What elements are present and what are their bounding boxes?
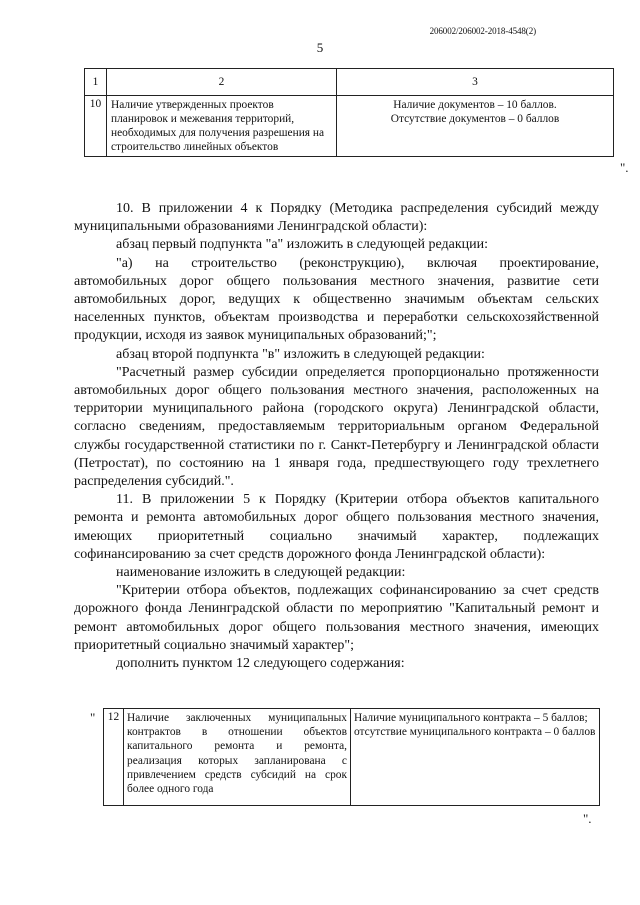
opening-quote: ": [90, 710, 96, 725]
criteria-table-2: [103, 708, 600, 806]
score-line: отсутствие муниципального контракта – 0 баллов: [354, 726, 596, 739]
table-header-cell: 1: [85, 69, 107, 96]
table-row: [104, 709, 600, 806]
criterion-cell: Наличие утвержденных проектов планировок и межевания территорий, необходимых для получения разрешения на строительство линейных объектов: [107, 96, 337, 157]
row-number-cell: 12: [104, 709, 124, 806]
score-line: Отсутствие документов – 0 баллов: [390, 113, 560, 125]
criteria-table-1: [84, 68, 614, 157]
table-header-cell: 3: [337, 69, 614, 96]
paragraph: 11. В приложении 5 к Порядку (Критерии отбора объектов капитального ремонта и ремонта автомобильных дорог общего пользования местного значения, имеющих приоритетный социально значимый характер, подлежащих софинансированию за счет средств дорожного фонда Ленинградской области):: [74, 492, 599, 562]
paragraph: "а) на строительство (реконструкцию), включая проектирование, автомобильных дорог общего пользования местного значения, развитие сети автомобильных дорог, ведущих к общественно значимым объектам сельских населенных пунктов, объектам производства и переработки сельскохозяйственной продукции, исходя из заявок муниципальных образований;";: [74, 255, 599, 344]
paragraph: дополнить пунктом 12 следующего содержания:: [116, 656, 405, 672]
paragraph: 10. В приложении 4 к Порядку (Методика распределения субсидий между муниципальными образованиями Ленинградской области):: [74, 201, 599, 235]
row-number-cell: 10: [85, 96, 107, 157]
criterion-cell: Наличие заключенных муниципальных контрактов в отношении объектов капитального ремонта и ремонта, реализация которых запланирована с привлечением средств субсидий на срок более одного года: [124, 709, 351, 806]
score-cell: [337, 96, 614, 157]
score-line: Наличие муниципального контракта – 5 баллов;: [354, 712, 588, 724]
document-number: 206002/206002-2018-4548(2): [429, 26, 536, 36]
score-cell: [351, 709, 600, 806]
closing-quote: ".: [583, 811, 592, 826]
table-row: [85, 96, 614, 157]
score-line: Наличие документов – 10 баллов.: [393, 99, 557, 111]
table-header-row: [85, 69, 614, 96]
closing-quote: ".: [620, 160, 629, 175]
paragraph: "Расчетный размер субсидии определяется пропорционально протяженности автомобильных дорог общего пользования местного значения, расположенных на территории муниципального района (городского округа) Ленинградской области, согласно сведениям, предоставляемым территориальным органом Федеральной службы государственной статистики по г. Санкт-Петербургу и Ленинградской области (Петростат), по состоянию на 1 января года, предшествующего году трехлетнего распределения субсидий.".: [74, 364, 599, 490]
page-number: 5: [316, 40, 324, 55]
paragraph: наименование изложить в следующей редакции:: [116, 565, 406, 581]
paragraph: абзац второй подпункта "в" изложить в следующей редакции:: [116, 346, 485, 362]
table-header-cell: 2: [107, 69, 337, 96]
paragraph: "Критерии отбора объектов, подлежащих софинансированию за счет средств дорожного фонда Ленинградской области по мероприятию "Капитальный ремонт и ремонт автомобильных дорог общего пользования местного значения, имеющих приоритетный социально значимый характер";: [74, 583, 599, 653]
document-body: [74, 200, 599, 673]
paragraph: абзац первый подпункта "а" изложить в следующей редакции:: [116, 237, 489, 253]
